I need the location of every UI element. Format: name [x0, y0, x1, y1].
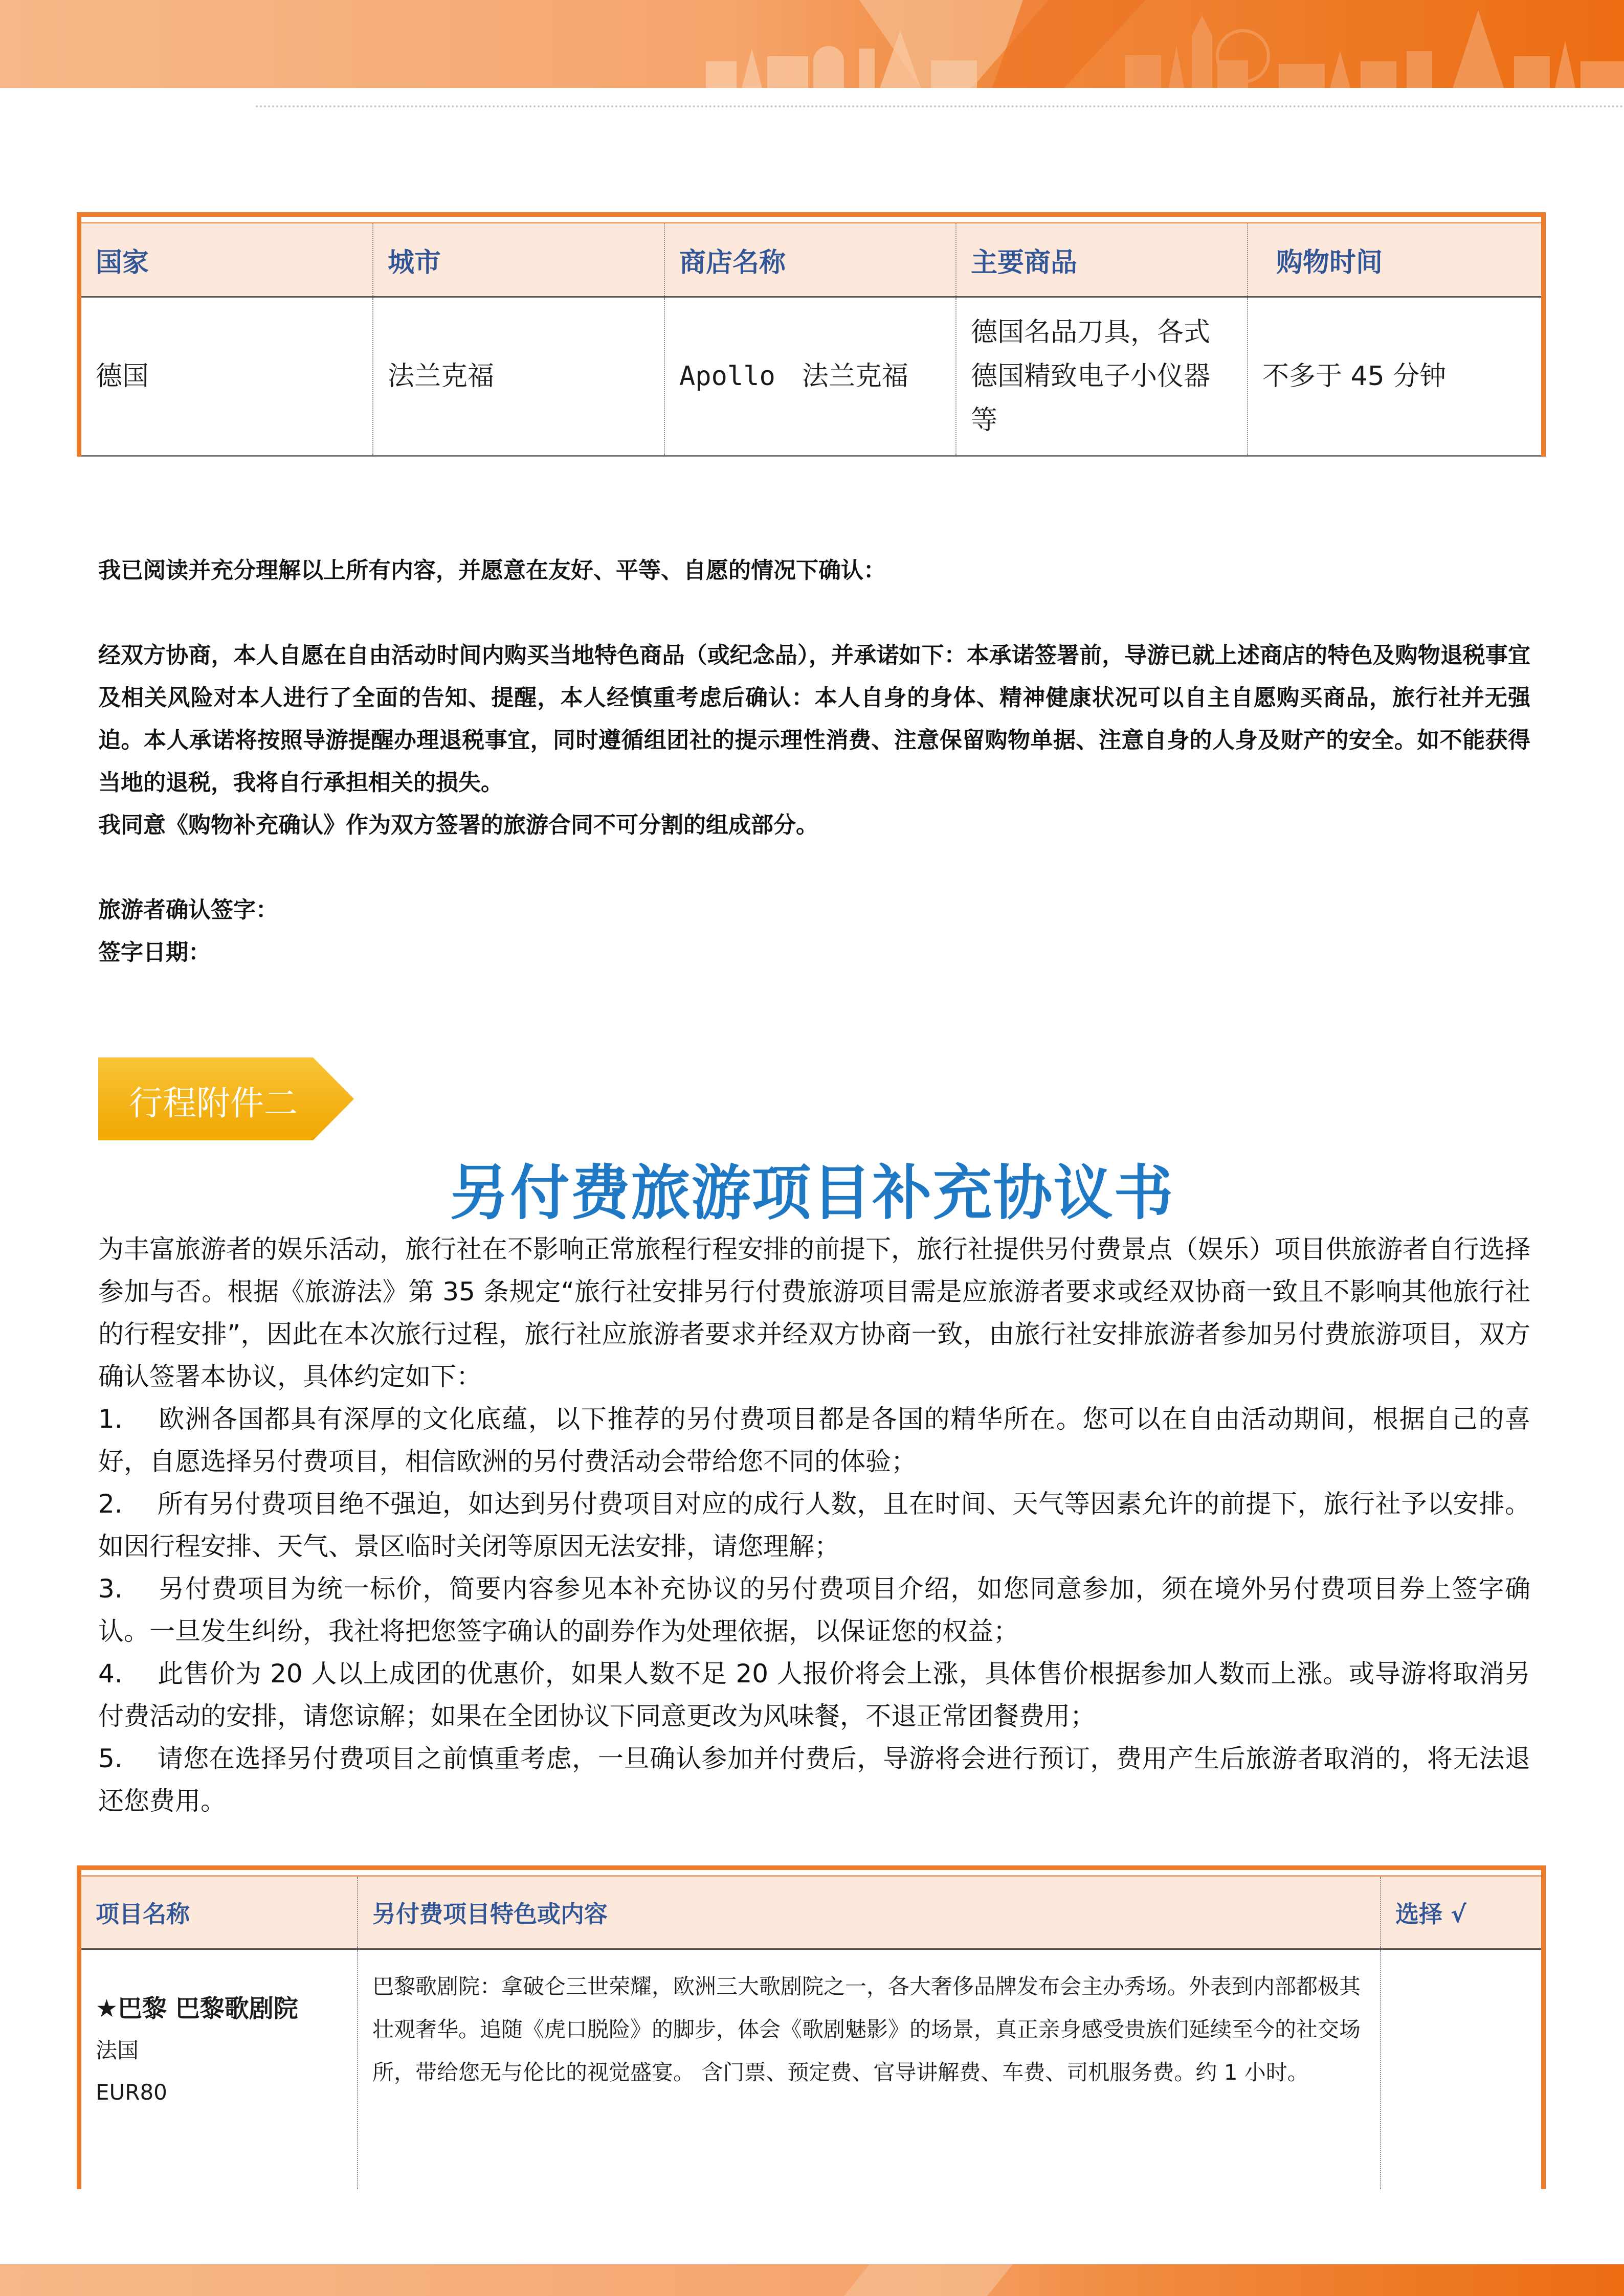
agreement-item-1: 1. 欧洲各国都具有深厚的文化底蕴，以下推荐的另付费项目都是各国的精华所在。您可以在自由活动期间，根据自己的喜好，自愿选择另付费项目，相信欧洲的另付费活动会带给您不同的体验；: [98, 1404, 1530, 1476]
document-title: 另付费旅游项目补充协议书: [450, 1159, 1174, 1228]
header-divider: [256, 105, 1624, 107]
table-row: [81, 297, 1541, 456]
date-label: 签字日期：: [98, 939, 211, 965]
agreement-item-2: 2. 所有另付费项目绝不强迫，如达到另付费项目对应的成行人数，且在时间、天气等因素允许的前提下，旅行社予以安排。如因行程安排、天气、景区临时关闭等原因无法安排，请您理解；: [98, 1489, 1530, 1561]
agreement-item-4: 4. 此售价为 20 人以上成团的优惠价，如果人数不足 20 人报价将会上涨，具体售价根据参加人数而上涨。或导游将取消另付费活动的安排，请您谅解；如果在全团协议下同意更改为风味餐，不退正常团餐费用；: [98, 1659, 1530, 1731]
agreement-item-3: 3. 另付费项目为统一标价，简要内容参见本补充协议的另付费项目介绍，如您同意参加，须在境外另付费项目券上签字确认。一旦发生纠纷，我社将把您签字确认的副券作为处理依据，以保证您的权益；: [98, 1574, 1530, 1646]
header-shop-name: 商店名称: [664, 223, 956, 297]
cell-project-name: [81, 1949, 358, 2190]
header-project-content: 另付费项目特色或内容: [358, 1877, 1381, 1949]
header-choice: 选择 √: [1381, 1877, 1541, 1949]
header-main-goods: 主要商品: [956, 223, 1248, 297]
confirm-body: 经双方协商，本人自愿在自由活动时间内购买当地特色商品（或纪念品），并承诺如下：本承诺签署前，导游已就上述商店的特色及购物退税事宜及相关风险对本人进行了全面的告知、提醒，本人经慎重考虑后确认：本人自身的身体、精神健康状况可以自主自愿购买商品，旅行社并无强迫。本人承诺将按照导游提醒办理退税事宜，同时遵循组团社的提示理性消费、注意保留购物单据、注意自身的人身及财产的安全。如不能获得当地的退税，我将自行承担相关的损失。: [98, 642, 1530, 796]
agreement-intro: 为丰富旅游者的娱乐活动，旅行社在不影响正常旅程行程安排的前提下，旅行社提供另付费景点（娱乐）项目供旅游者自行选择参加与否。根据《旅游法》第 35 条规定“旅行社安排另行付费旅游项目需是应旅游者要求或经双协商一致且不影响其他旅行社的行程安排”，因此在本次旅行过程，旅行社应旅游者要求并经双方协商一致，由旅行社安排旅游者参加另付费旅游项目，双方确认签署本协议，具体约定如下：: [98, 1234, 1530, 1391]
confirm-agree: 我同意《购物补充确认》作为双方签署的旅游合同不可分割的组成部分。: [98, 812, 818, 838]
choice-checkbox-cell[interactable]: [1381, 1949, 1541, 2190]
header-country: 国家: [81, 223, 373, 297]
cell-project-description: 巴黎歌剧院：拿破仑三世荣耀，欧洲三大歌剧院之一，各大奢侈品牌发布会主办秀场。外表到内部都极其壮观奢华。追随《虎口脱险》的脚步，体会《歌剧魅影》的场景，真正亲身感受贵族们延续至今的社交场所，带给您无与伦比的视觉盛宴。 含门票、预定费、官导讲解费、车费、司机服务费。约 1 小时。: [358, 1949, 1381, 2190]
agreement-body: [98, 1228, 1530, 1822]
section-tag: [98, 1057, 354, 1140]
project-table-header: [81, 1877, 1541, 1949]
header-banner: [0, 0, 1624, 88]
table-row: [81, 1949, 1541, 2190]
project-table: [77, 1865, 1546, 2189]
cell-city: 法兰克福: [373, 297, 664, 456]
cell-shop: Apollo 法兰克福: [664, 297, 956, 456]
footer-banner: [0, 2264, 1624, 2296]
header-project-name: 项目名称: [81, 1877, 358, 1949]
confirm-intro: 我已阅读并充分理解以上所有内容，并愿意在友好、平等、自愿的情况下确认：: [98, 557, 886, 583]
agreement-item-5: 5. 请您在选择另付费项目之前慎重考虑，一旦确认参加并付费后，导游将会进行预订，费用产生后旅游者取消的，将无法退还您费用。: [98, 1744, 1530, 1816]
project-price: EUR80: [96, 2080, 167, 2105]
header-city: 城市: [373, 223, 664, 297]
project-country: 法国: [96, 2038, 139, 2063]
project-title: ★巴黎 巴黎歌剧院: [96, 1994, 298, 2023]
cell-time: 不多于 45 分钟: [1248, 297, 1541, 456]
cell-goods: 德国名品刀具，各式德国精致电子小仪器等: [956, 297, 1248, 456]
signature-label: 旅游者确认签字：: [98, 897, 278, 923]
cell-country: 德国: [81, 297, 373, 456]
shopping-table: [77, 212, 1546, 457]
header-shopping-time: 购物时间: [1248, 223, 1541, 297]
section-tag-label: 行程附件二: [129, 1084, 298, 1123]
shopping-table-header: [81, 223, 1541, 297]
